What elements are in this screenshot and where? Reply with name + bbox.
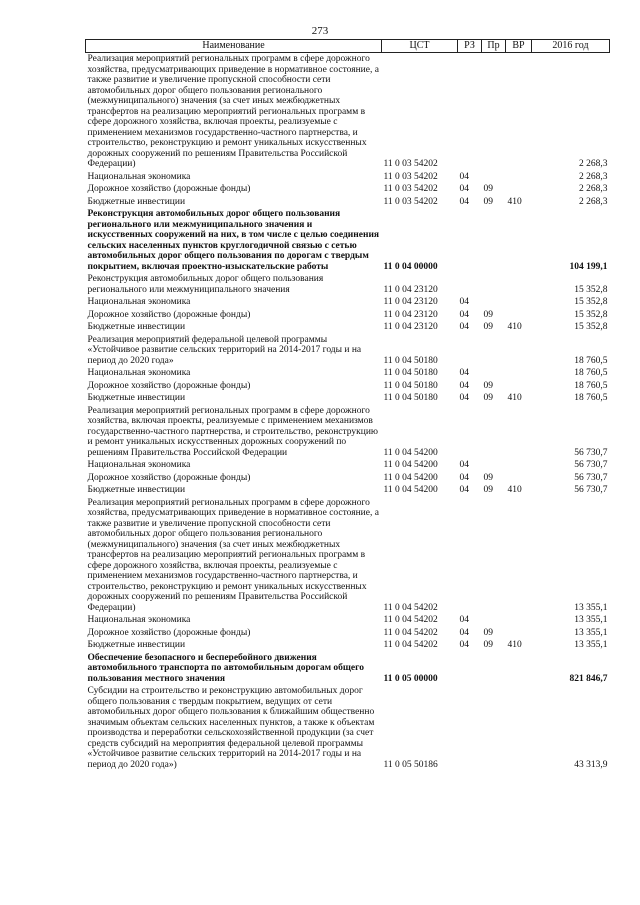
row-pr-cell: [482, 459, 506, 472]
row-pr-cell: [482, 685, 506, 771]
row-amount-cell: 56 730,7: [574, 472, 608, 483]
row-amount-cell: 13 355,1: [574, 615, 608, 625]
header-name: Наименование: [86, 40, 382, 53]
row-rz-cell: 04: [459, 196, 469, 207]
row-rz-cell: 04: [459, 485, 469, 495]
row-name-cell: Реализация мероприятий региональных программ в сфере дорожного хозяйства, предусматривающих приведение в нормативное состояние, а также развитие и увеличение пропускной способности сети автомобильных дорог общего пользования регионального (межмуниципального) значения (за счет иных межбюджетных трансфертов на реализацию мероприятий региональных программ в сфере дорожного хозяйства, включая проекты, реализуемые с применением механизмов государственно-частного партнерства, и строительство, реконструкцию и ремонт уникальных искусственных дорожных сооружений по решениям Правительства Российской Федерации): [87, 54, 379, 169]
row-pr-cell: 09: [483, 322, 493, 332]
row-amount-cell: 2 268,3: [579, 171, 608, 182]
row-name-cell: Национальная экономика: [87, 297, 191, 307]
row-vr-cell: [506, 380, 532, 393]
table-row: [86, 614, 610, 627]
table-row: [86, 321, 610, 334]
table-row: [86, 208, 610, 273]
row-vr-cell: 410: [507, 322, 522, 332]
row-csr-cell: 11 0 04 23120: [383, 284, 438, 295]
row-csr-cell: 11 0 04 54200: [383, 485, 438, 495]
row-rz-cell: 04: [459, 627, 469, 638]
row-name-cell: Дорожное хозяйство (дорожные фонды): [87, 309, 251, 320]
table-row: [86, 183, 610, 196]
table-row: [86, 273, 610, 296]
row-pr-cell: [482, 171, 506, 184]
row-csr-cell: 11 0 04 00000: [383, 261, 438, 272]
header-vr: ВР: [506, 40, 532, 53]
row-rz-cell: 04: [459, 309, 469, 320]
row-name-cell: Дорожное хозяйство (дорожные фонды): [87, 627, 251, 638]
row-amount-cell: 821 846,7: [569, 673, 608, 684]
row-csr-cell: 11 0 04 50180: [383, 368, 438, 378]
row-rz-cell: 04: [459, 322, 469, 332]
table-row: [86, 392, 610, 405]
row-amount-cell: 13 355,1: [574, 627, 608, 638]
row-name-cell: Бюджетные инвестиции: [87, 196, 186, 207]
row-csr-cell: 11 0 03 54202: [383, 171, 438, 182]
row-rz-cell: 04: [459, 615, 469, 625]
row-pr-cell: [482, 53, 506, 171]
row-vr-cell: 410: [507, 640, 522, 650]
row-name-cell: Национальная экономика: [87, 171, 191, 182]
row-csr-cell: 11 0 03 54202: [383, 196, 438, 207]
row-pr-cell: [482, 367, 506, 380]
row-amount-cell: 104 199,1: [569, 261, 608, 272]
row-amount-cell: 43 313,9: [574, 759, 608, 770]
row-name-cell: Дорожное хозяйство (дорожные фонды): [87, 472, 251, 483]
table-row: [86, 367, 610, 380]
row-amount-cell: 2 268,3: [579, 159, 608, 169]
row-rz-cell: 04: [459, 171, 469, 182]
row-amount-cell: 18 760,5: [574, 368, 608, 378]
row-name-cell: Бюджетные инвестиции: [87, 393, 186, 403]
row-pr-cell: 09: [483, 309, 493, 320]
table-row: [86, 53, 610, 171]
header-rz: РЗ: [458, 40, 482, 53]
row-name-cell: Реализация мероприятий федеральной целевой программы «Устойчивое развитие сельских территорий на 2014-2017 годы и на период до 2020 года»: [87, 334, 362, 366]
row-name-cell: Национальная экономика: [87, 368, 191, 378]
row-pr-cell: [482, 296, 506, 309]
table-row: [86, 309, 610, 322]
row-csr-cell: 11 0 04 50180: [383, 355, 438, 366]
row-amount-cell: 56 730,7: [574, 485, 608, 495]
page-number: 273: [311, 25, 329, 37]
table-row: [86, 497, 610, 615]
table-row: [86, 196, 610, 209]
row-pr-cell: 09: [483, 380, 493, 391]
table-row: [86, 639, 610, 652]
row-vr-cell: [506, 652, 532, 686]
row-pr-cell: 09: [483, 393, 493, 403]
row-rz-cell: 04: [459, 393, 469, 403]
row-name-cell: Бюджетные инвестиции: [87, 322, 186, 332]
row-rz-cell: 04: [459, 472, 469, 483]
row-name-cell: Обеспечение безопасного и бесперебойного движения автомобильного транспорта по автомобильным дорогам общего пользования местного значения: [87, 652, 364, 684]
row-vr-cell: [506, 459, 532, 472]
table-row: [86, 652, 610, 686]
table-row: [86, 334, 610, 368]
row-amount-cell: 18 760,5: [574, 393, 608, 403]
row-csr-cell: 11 0 04 50180: [383, 393, 438, 403]
row-csr-cell: 11 0 04 50180: [383, 380, 438, 391]
row-rz-cell: 04: [459, 640, 469, 650]
row-vr-cell: [506, 208, 532, 273]
row-rz-cell: [458, 497, 482, 615]
row-pr-cell: [482, 614, 506, 627]
table-row: [86, 296, 610, 309]
row-pr-cell: 09: [483, 196, 493, 207]
row-csr-cell: 11 0 03 54202: [383, 184, 438, 194]
row-csr-cell: 11 0 03 54202: [383, 159, 438, 169]
row-amount-cell: 13 355,1: [574, 602, 608, 613]
row-pr-cell: [482, 208, 506, 273]
row-csr-cell: 11 0 05 50186: [383, 759, 438, 770]
row-amount-cell: 2 268,3: [579, 184, 608, 194]
row-rz-cell: [458, 334, 482, 368]
table-body: [86, 53, 610, 772]
row-amount-cell: 18 760,5: [574, 355, 608, 366]
row-pr-cell: [482, 273, 506, 296]
header-pr: Пр: [482, 40, 506, 53]
row-amount-cell: 2 268,3: [579, 196, 608, 207]
row-name-cell: Бюджетные инвестиции: [87, 640, 186, 650]
row-vr-cell: [506, 685, 532, 771]
row-name-cell: Реконструкция автомобильных дорог общего пользования регионального или межмуниципального значения: [87, 274, 324, 295]
row-name-cell: Реализация мероприятий региональных программ в сфере дорожного хозяйства, предусматривающих приведение в нормативное состояние, а также развитие и увеличение пропускной способности сети автомобильных дорог общего пользования регионального (межмуниципального) значения (за счет иных межбюджетных трансфертов на реализацию мероприятий региональных программ в сфере дорожного хозяйства, включая проекты, реализуемые с применением механизмов государственно-частного партнерства, и строительство, реконструкцию и ремонт уникальных искусственных дорожных сооружений по решениям Правительства Российской Федерации): [87, 497, 379, 613]
row-csr-cell: 11 0 04 54202: [383, 602, 438, 613]
row-csr-cell: 11 0 04 54200: [383, 472, 438, 483]
row-rz-cell: [458, 685, 482, 771]
row-pr-cell: 09: [483, 184, 493, 194]
row-rz-cell: 04: [459, 184, 469, 194]
row-amount-cell: 15 352,8: [574, 309, 608, 320]
row-name-cell: Национальная экономика: [87, 460, 191, 470]
row-rz-cell: 04: [459, 297, 469, 307]
row-vr-cell: [506, 614, 532, 627]
row-amount-cell: 18 760,5: [574, 380, 608, 391]
row-pr-cell: [482, 652, 506, 686]
table-row: [86, 405, 610, 460]
row-vr-cell: [506, 53, 532, 171]
row-pr-cell: 09: [483, 485, 493, 495]
row-pr-cell: [482, 334, 506, 368]
row-name-cell: Реконструкция автомобильных дорог общего пользования регионального или межмуниципального значения и искусственных сооружений на них, в том числе с целью соединения сельских населенных пунктов круглогодичной связью с сетью автомобильных дорог общего пользования по дорогам с твердым покрытием, включая проектно-изыскательские работы: [87, 209, 380, 272]
row-amount-cell: 56 730,7: [574, 447, 608, 458]
row-amount-cell: 15 352,8: [574, 284, 608, 295]
header-csr: ЦСТ: [382, 40, 458, 53]
table-row: [86, 459, 610, 472]
row-vr-cell: [506, 309, 532, 322]
row-pr-cell: 09: [483, 472, 493, 483]
row-vr-cell: [506, 497, 532, 615]
table-row: [86, 685, 610, 771]
row-amount-cell: 13 355,1: [574, 640, 608, 650]
row-name-cell: Национальная экономика: [87, 615, 191, 625]
table-row: [86, 484, 610, 497]
row-name-cell: Бюджетные инвестиции: [87, 485, 186, 495]
row-rz-cell: [458, 53, 482, 171]
row-vr-cell: 410: [507, 485, 522, 495]
row-vr-cell: [506, 296, 532, 309]
row-vr-cell: [506, 627, 532, 640]
row-rz-cell: [458, 405, 482, 460]
row-csr-cell: 11 0 04 54200: [383, 447, 438, 458]
row-vr-cell: [506, 171, 532, 184]
row-csr-cell: 11 0 04 54202: [383, 640, 438, 650]
row-csr-cell: 11 0 05 00000: [383, 673, 438, 684]
row-vr-cell: [506, 183, 532, 196]
budget-table: [85, 39, 610, 771]
row-vr-cell: [506, 367, 532, 380]
row-amount-cell: 56 730,7: [574, 460, 608, 470]
row-rz-cell: 04: [459, 460, 469, 470]
row-vr-cell: [506, 405, 532, 460]
row-rz-cell: 04: [459, 380, 469, 391]
row-pr-cell: [482, 497, 506, 615]
table-row: [86, 171, 610, 184]
row-rz-cell: [458, 273, 482, 296]
row-vr-cell: [506, 472, 532, 485]
row-pr-cell: 09: [483, 640, 493, 650]
header-year: 2016 год: [532, 40, 610, 53]
row-name-cell: Реализация мероприятий региональных программ в сфере дорожного хозяйства, включая проекты, реализуемые с применением механизмов государственно-частного партнерства, и строительство, реконструкцию и ремонт уникальных искусственных дорожных сооружений по решениям Правительства Российской Федерации: [87, 405, 379, 458]
row-csr-cell: 11 0 04 23120: [383, 309, 438, 320]
row-amount-cell: 15 352,8: [574, 297, 608, 307]
row-pr-cell: 09: [483, 627, 493, 638]
row-csr-cell: 11 0 04 23120: [383, 322, 438, 332]
row-rz-cell: 04: [459, 368, 469, 378]
table-row: [86, 380, 610, 393]
row-rz-cell: [458, 652, 482, 686]
row-csr-cell: 11 0 04 54202: [383, 627, 438, 638]
row-csr-cell: 11 0 04 54202: [383, 615, 438, 625]
row-name-cell: Субсидии на строительство и реконструкцию автомобильных дорог общего пользования с твердым покрытием, ведущих от сети автомобильных дорог общего пользования к ближайшим общественно значимым объектам сельских населенных пунктов, а также к объектам производства и переработки сельскохозяйственной продукции (за счет средств субсидий на мероприятия федеральной целевой программы «Устойчивое развитие сельских территорий на 2014-2017 годы и на период до 2020 года»): [87, 686, 375, 770]
row-amount-cell: 15 352,8: [574, 322, 608, 332]
row-csr-cell: 11 0 04 54200: [383, 460, 438, 470]
row-pr-cell: [482, 405, 506, 460]
row-csr-cell: 11 0 04 23120: [383, 297, 438, 307]
row-vr-cell: 410: [507, 196, 522, 207]
table-row: [86, 472, 610, 485]
table-header-row: [86, 40, 610, 53]
row-name-cell: Дорожное хозяйство (дорожные фонды): [87, 184, 251, 194]
row-vr-cell: [506, 273, 532, 296]
row-name-cell: Дорожное хозяйство (дорожные фонды): [87, 380, 251, 391]
row-rz-cell: [458, 208, 482, 273]
row-vr-cell: 410: [507, 393, 522, 403]
table-row: [86, 627, 610, 640]
row-vr-cell: [506, 334, 532, 368]
